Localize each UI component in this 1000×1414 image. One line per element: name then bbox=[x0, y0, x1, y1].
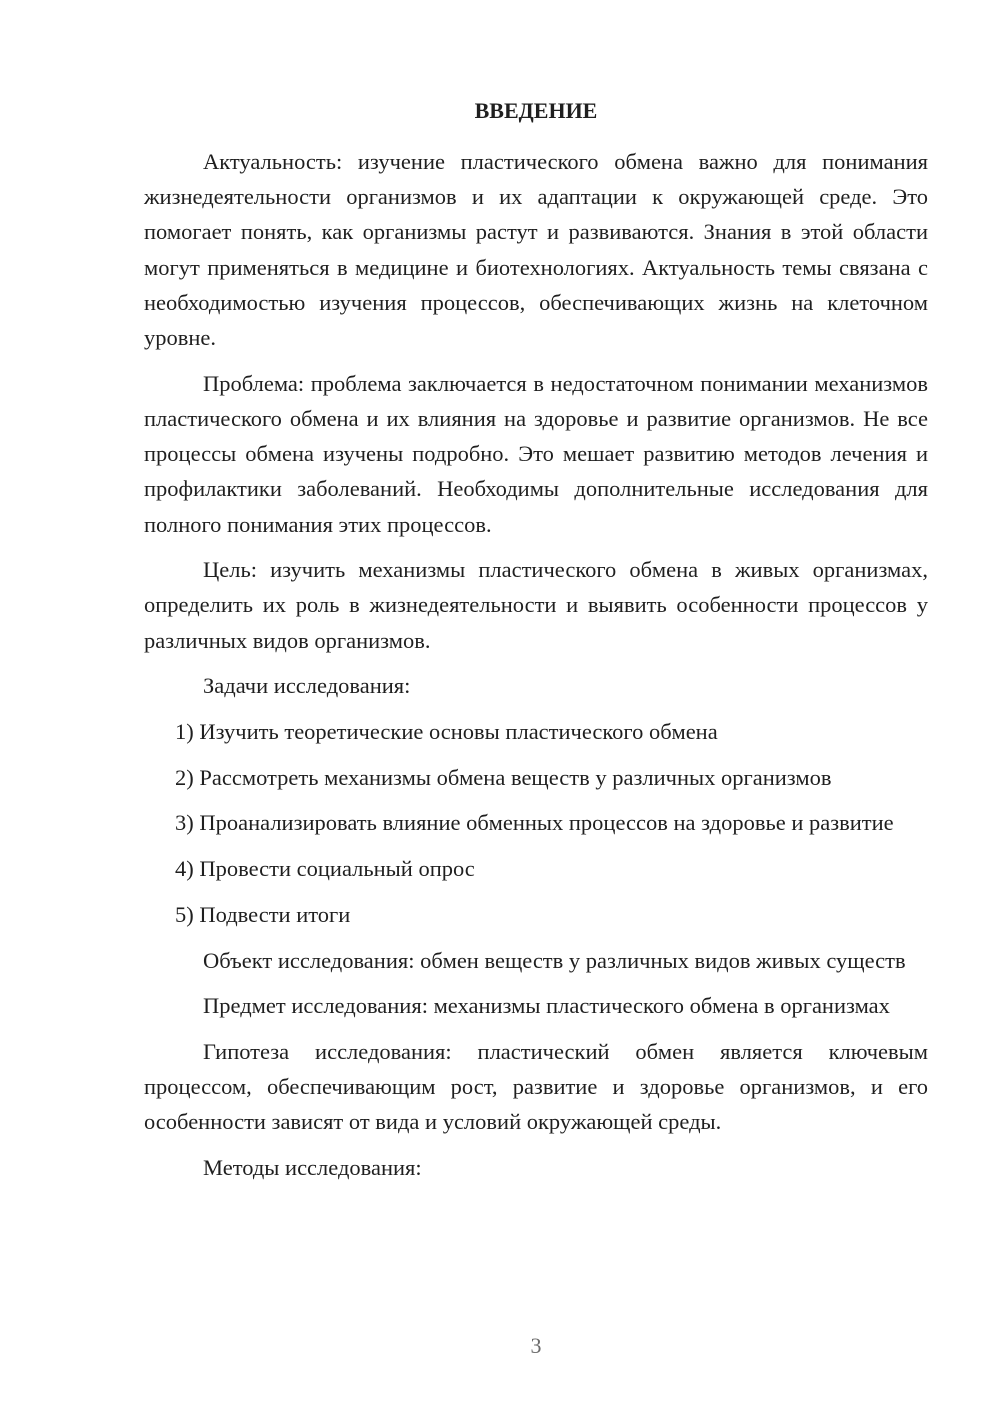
object-paragraph: Объект исследования: обмен веществ у различных видов живых существ bbox=[203, 947, 906, 973]
task-item-2: 2) Рассмотреть механизмы обмена веществ у различных организмов bbox=[175, 764, 832, 790]
task-item-4: 4) Провести социальный опрос bbox=[175, 856, 475, 882]
task-item-1: 1) Изучить теоретические основы пластического обмена bbox=[175, 719, 718, 745]
page-number: 3 bbox=[530, 1333, 542, 1358]
task-item-3: 3) Проанализировать влияние обменных процессов на здоровье и развитие bbox=[175, 810, 894, 836]
tasks-heading: Задачи исследования: bbox=[203, 673, 411, 699]
page-title: ВВЕДЕНИЕ bbox=[474, 98, 598, 123]
document-page bbox=[144, 96, 928, 1196]
methods-heading: Методы исследования: bbox=[203, 1155, 422, 1181]
tasks-list bbox=[144, 714, 928, 932]
subject-paragraph: Предмет исследования: механизмы пластического обмена в организмах bbox=[203, 993, 890, 1019]
hypothesis-paragraph: Гипотеза исследования: пластический обмен является ключевым процессом, обеспечивающим рост, развитие и здоровье организмов, и его особенности зависят от вида и условий окружающей среды. bbox=[144, 1038, 928, 1135]
task-item-5: 5) Подвести итоги bbox=[175, 901, 351, 927]
relevance-paragraph: Актуальность: изучение пластического обмена важно для понимания жизнедеятельности организмов и их адаптации к окружающей среде. Это помогает понять, как организмы растут и развиваются. Знания в этой области могут применяться в медицине и биотехнологиях. Актуальность темы связана с необходимостью изучения процессов, обеспечивающих жизнь на клеточном уровне. bbox=[144, 149, 928, 351]
goal-paragraph: Цель: изучить механизмы пластического обмена в живых организмах, определить их роль в жизнедеятельности и выявить особенности процессов у различных видов организмов. bbox=[144, 557, 928, 653]
problem-paragraph: Проблема: проблема заключается в недостаточном понимании механизмов пластического обмена и их влияния на здоровье и развитие организмов. Не все процессы обмена изучены подробно. Это мешает развитию методов лечения и профилактики заболеваний. Необходимы дополнительные исследования для полного понимания этих процессов. bbox=[144, 370, 928, 537]
